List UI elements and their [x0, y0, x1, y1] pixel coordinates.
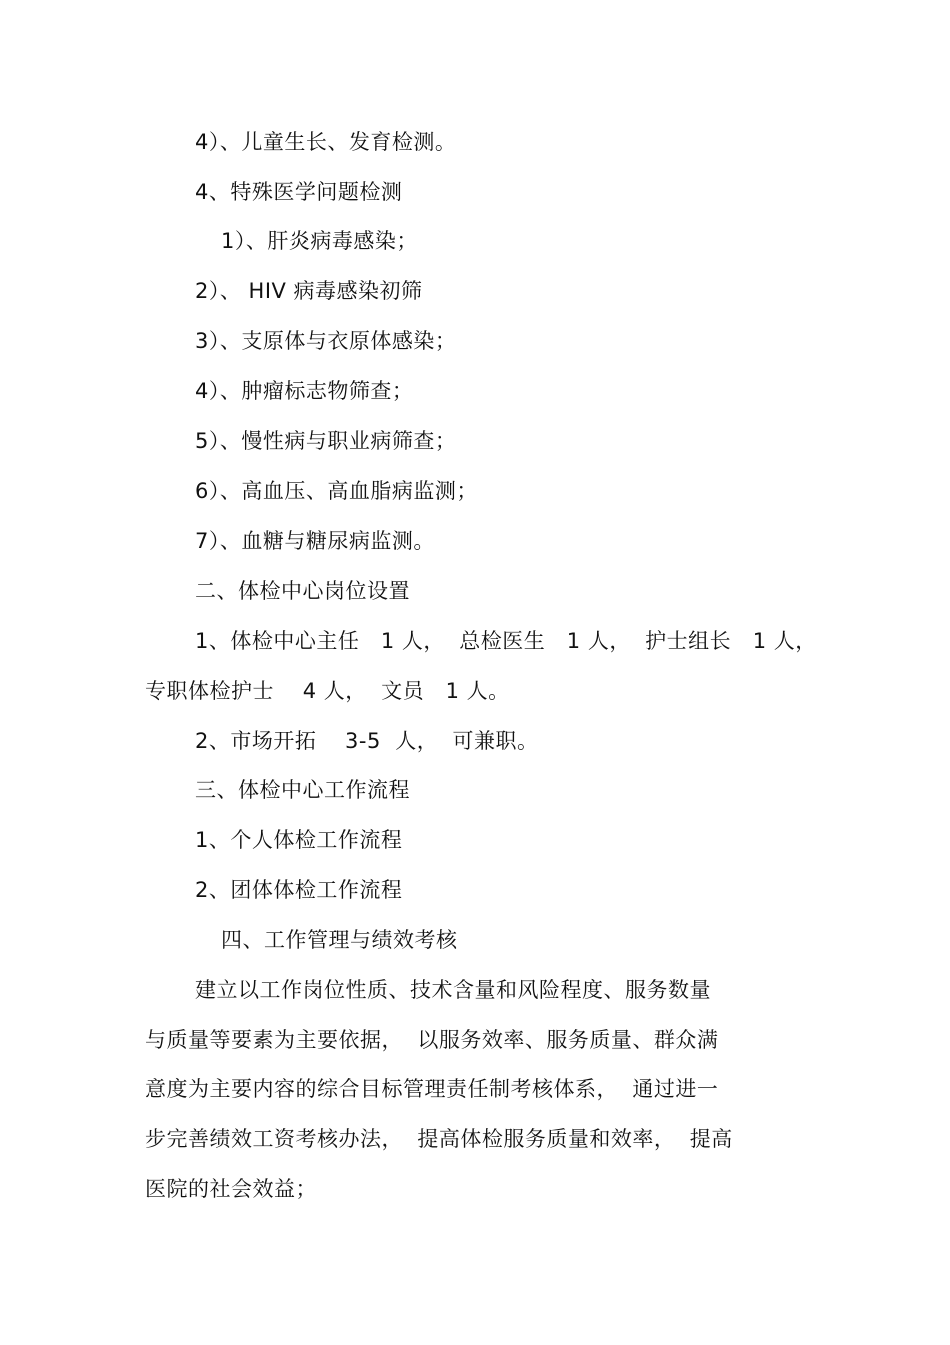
paragraph-line: 医院的社会效益；	[145, 1177, 317, 1201]
paragraph-line: 建立以工作岗位性质、技术含量和风险程度、服务数量	[195, 978, 711, 1002]
section-heading: 三、体检中心工作流程	[195, 778, 410, 802]
list-item: 7）、血糖与糖尿病监测。	[195, 529, 435, 553]
paragraph-line: 1、体检中心主任 1 人， 总检医生 1 人， 护士组长 1 人，	[195, 629, 817, 653]
paragraph-line: 专职体检护士 4 人， 文员 1 人。	[145, 679, 510, 703]
paragraph-line: 2、市场开拓 3-5 人， 可兼职。	[195, 729, 539, 753]
paragraph-line: 意度为主要内容的综合目标管理责任制考核体系， 通过进一	[145, 1077, 719, 1101]
list-item: 5）、慢性病与职业病筛查；	[195, 429, 457, 453]
list-item: 2、团体体检工作流程	[195, 878, 403, 902]
section-heading: 二、体检中心岗位设置	[195, 579, 410, 603]
paragraph-line: 步完善绩效工资考核办法， 提高体检服务质量和效率， 提高	[145, 1127, 733, 1151]
list-item: 4）、肿瘤标志物筛查；	[195, 379, 414, 403]
list-item: 3）、支原体与衣原体感染；	[195, 329, 457, 353]
list-item: 2）、 HIV 病毒感染初筛	[195, 279, 423, 303]
section-heading: 四、工作管理与绩效考核	[221, 928, 458, 952]
list-item: 1）、肝炎病毒感染；	[221, 229, 418, 253]
list-item: 1、个人体检工作流程	[195, 828, 403, 852]
paragraph-line: 与质量等要素为主要依据， 以服务效率、服务质量、群众满	[145, 1028, 719, 1052]
section-heading: 4、特殊医学问题检测	[195, 180, 403, 204]
list-item: 4）、儿童生长、发育检测。	[195, 130, 457, 154]
list-item: 6）、高血压、高血脂病监测；	[195, 479, 478, 503]
